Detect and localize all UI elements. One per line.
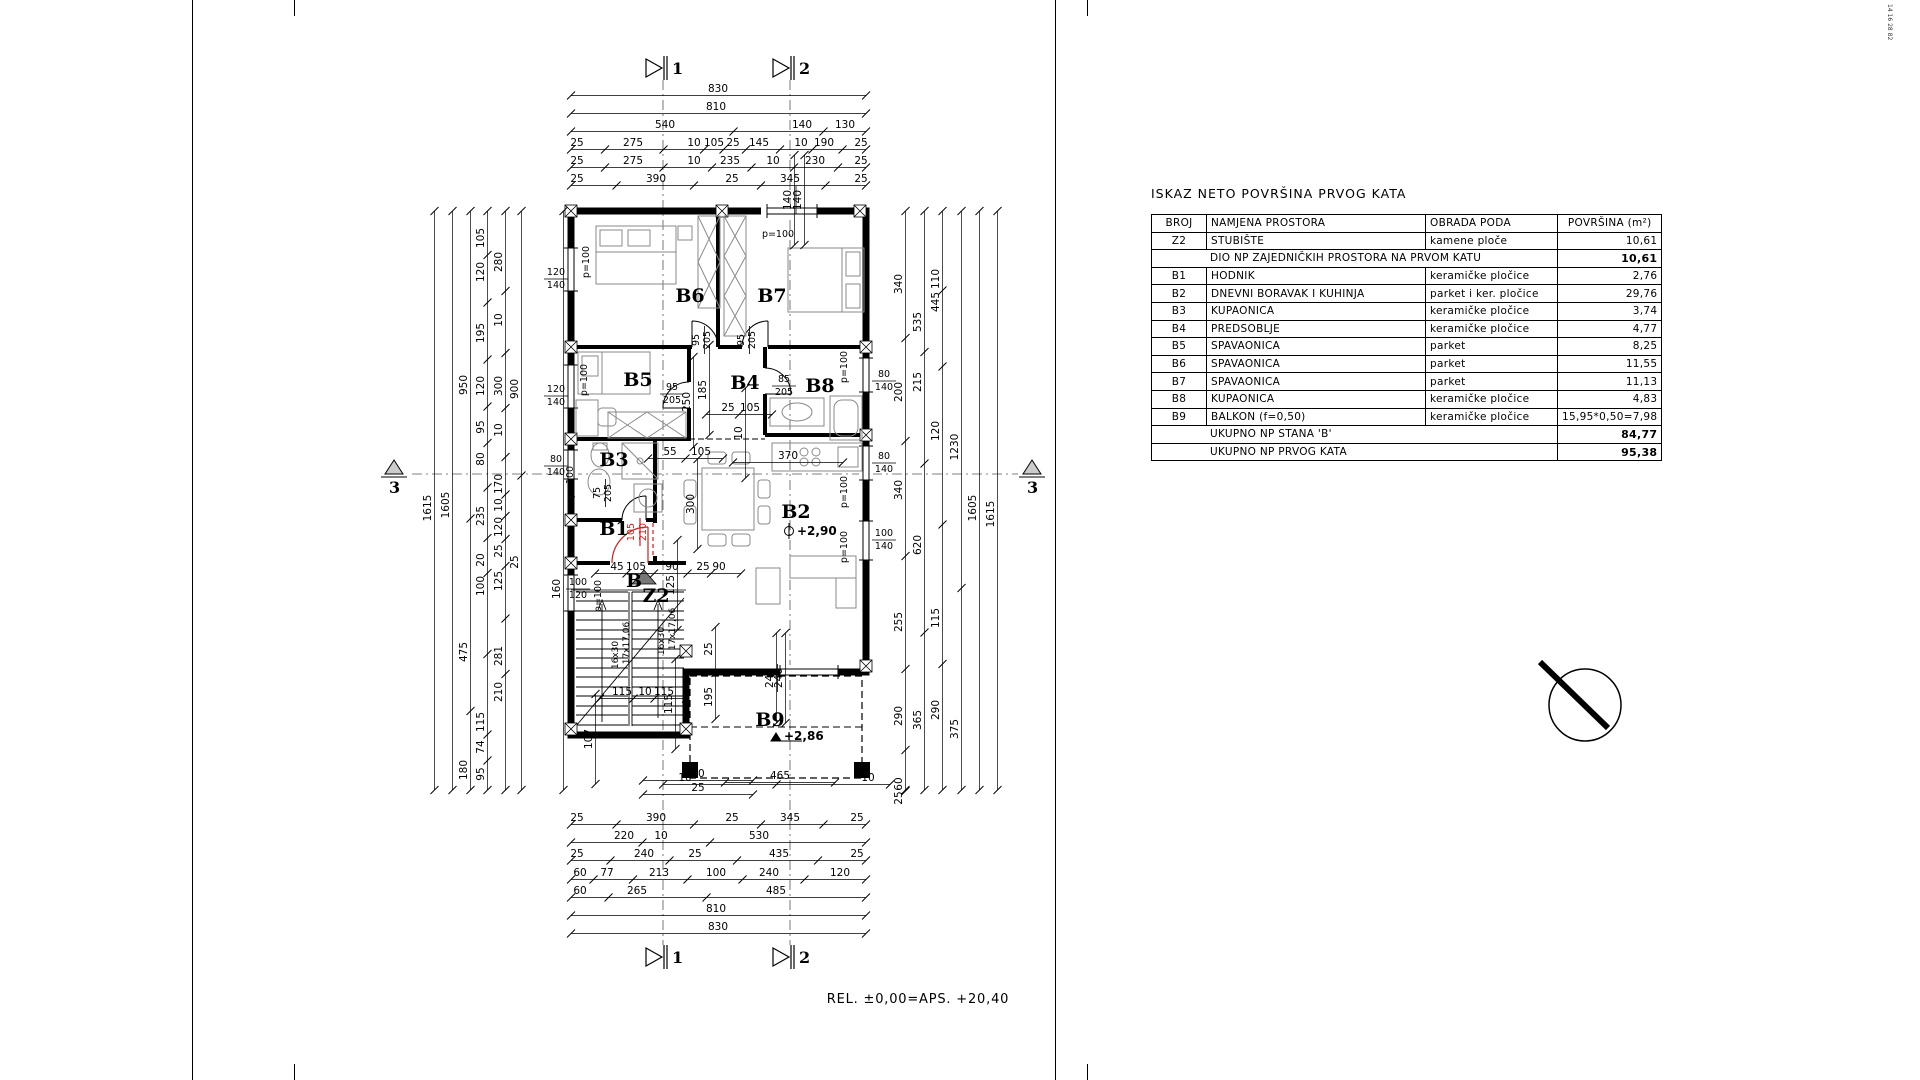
- table-cell-namjena: HODNIK: [1207, 267, 1426, 285]
- table-row: [1152, 285, 1662, 303]
- table-cell-obrada: keramičke pločice: [1426, 320, 1558, 338]
- dimension-label: 105: [625, 561, 647, 573]
- table-cell-broj: B9: [1152, 408, 1207, 426]
- room-label: B6: [675, 285, 705, 307]
- dimension-label: 60: [691, 768, 705, 780]
- dimension-label: 25: [854, 137, 868, 149]
- dimension-label: 265: [626, 885, 648, 897]
- dimension-label: 535: [912, 311, 924, 333]
- dimension-label: 100: [475, 575, 487, 597]
- table-title: ISKAZ NETO POVRŠINA PRVOG KATA: [1151, 186, 1407, 201]
- table-cell-obrada: keramičke pločice: [1426, 267, 1558, 285]
- dimension-label: 20: [475, 553, 487, 567]
- dimension-label: 10: [687, 155, 701, 167]
- parapet-note: p=100: [593, 579, 604, 613]
- room-label: B7: [757, 285, 787, 307]
- dimension-label: 290: [893, 705, 905, 727]
- svg-text:1: 1: [672, 948, 684, 967]
- table-cell-obrada: keramičke pločice: [1426, 408, 1558, 426]
- dimension-label: 240: [773, 667, 785, 689]
- table-cell-broj: B5: [1152, 338, 1207, 356]
- dimension-label: 125: [665, 574, 677, 596]
- dimension-label: 115: [611, 686, 633, 698]
- table-cell-broj: B2: [1152, 285, 1207, 303]
- dimension-label: 275: [622, 137, 644, 149]
- dimension-label: 370: [777, 450, 799, 462]
- table-cell-namjena: DNEVNI BORAVAK I KUHINJA: [1207, 285, 1426, 303]
- col-obrada: OBRADA PODA: [1426, 215, 1558, 233]
- dimension-label: 55: [663, 446, 677, 458]
- dimension-label: 530: [748, 830, 770, 842]
- table-cell-namjena: KUPAONICA: [1207, 302, 1426, 320]
- dimension-label: 540: [654, 119, 676, 131]
- red-dimension: 105: [626, 522, 637, 542]
- dimension-label: 365: [912, 709, 924, 731]
- dimension-label: 25: [570, 848, 584, 860]
- dimension-label: 115: [930, 607, 942, 629]
- svg-text:2: 2: [799, 948, 811, 967]
- dimension-label: 74: [475, 740, 487, 754]
- parapet-note: p=100: [581, 245, 592, 279]
- door-size-label: 205: [702, 330, 713, 350]
- table-cell-obrada: kamene ploče: [1426, 232, 1558, 250]
- dimension-label: 235: [475, 505, 487, 527]
- table-row: [1152, 408, 1662, 426]
- room-label: B3: [599, 449, 629, 471]
- section-marker-2-bottom: [773, 945, 810, 969]
- table-row: [1152, 390, 1662, 408]
- dimension-label: 25: [726, 137, 740, 149]
- corner-note-line2: 28 82: [1886, 23, 1893, 41]
- window-size-label: 205: [774, 387, 794, 398]
- dimension-label: 90: [712, 561, 726, 573]
- dimension-label: 280: [493, 251, 505, 273]
- stair-label: 17x17,06: [668, 607, 678, 651]
- dimension-label: 140: [782, 189, 794, 211]
- window-size-label: 140: [546, 467, 566, 478]
- table-cell-obrada: parket: [1426, 338, 1558, 356]
- table-row: [1152, 373, 1662, 391]
- corner-note: [1886, 4, 1893, 40]
- room-label: B5: [623, 369, 653, 391]
- table-cell-namjena: UKUPNO NP STANA 'B': [1152, 426, 1558, 444]
- dimension-label: 390: [645, 173, 667, 185]
- col-povrsina: POVRŠINA (m²): [1558, 215, 1662, 233]
- dimension-label: 290: [930, 699, 942, 721]
- window-size-label: 95: [665, 382, 679, 393]
- table-cell-namjena: PREDSOBLJE: [1207, 320, 1426, 338]
- dimension-label: 475: [458, 641, 470, 663]
- table-cell-povrsina: 84,77: [1558, 426, 1662, 444]
- table-cell-namjena: KUPAONICA: [1207, 390, 1426, 408]
- area-table: [1151, 214, 1662, 461]
- dimension-label: 140: [791, 119, 813, 131]
- section-marker-1-top: [646, 56, 683, 80]
- parapet-note: p=100: [761, 229, 795, 240]
- dimension-label: 1605: [967, 494, 979, 522]
- parapet-note: p=100: [839, 475, 850, 509]
- dimension-label: 125: [493, 570, 505, 592]
- window-size-label: 100: [568, 577, 588, 588]
- table-row: [1152, 302, 1662, 320]
- table-row: [1152, 426, 1662, 444]
- dimension-label: 950: [458, 374, 470, 396]
- dimension-label: 25: [570, 812, 584, 824]
- dimension-label: 25: [691, 782, 705, 794]
- dimension-label: 340: [893, 273, 905, 295]
- dimension-label: 10: [493, 313, 505, 327]
- window-size-label: 140: [546, 397, 566, 408]
- dimension-label: 60: [573, 867, 587, 879]
- dimension-label: 10: [733, 426, 745, 440]
- dimension-label: 340: [893, 479, 905, 501]
- dimension-label: 240: [758, 867, 780, 879]
- parapet-note: p=100: [579, 363, 590, 397]
- dimension-label: 145: [748, 137, 770, 149]
- dimension-label: 115: [475, 711, 487, 733]
- table-row: [1152, 443, 1662, 461]
- dimension-label: 345: [779, 173, 801, 185]
- table-cell-povrsina: 15,95*0,50=7,98: [1558, 408, 1662, 426]
- table-row: [1152, 355, 1662, 373]
- table-header-row: [1152, 215, 1662, 233]
- table-cell-broj: B8: [1152, 390, 1207, 408]
- table-cell-povrsina: 11,13: [1558, 373, 1662, 391]
- dimension-label: 25: [509, 555, 521, 569]
- dimension-label: 240: [764, 667, 776, 689]
- table-cell-povrsina: 4,77: [1558, 320, 1662, 338]
- table-row: [1152, 267, 1662, 285]
- dimension-label: 485: [765, 885, 787, 897]
- dimension-label: 250: [681, 391, 693, 413]
- table-cell-namjena: UKUPNO NP PRVOG KATA: [1152, 443, 1558, 461]
- level-label: +2,86: [784, 729, 824, 743]
- dimension-label: 25: [703, 642, 715, 656]
- table-cell-povrsina: 8,25: [1558, 338, 1662, 356]
- table-cell-povrsina: 10,61: [1558, 250, 1662, 268]
- dimension-label: 45: [610, 561, 624, 573]
- table-row: [1152, 250, 1662, 268]
- col-broj: BROJ: [1152, 215, 1207, 233]
- dimension-label: 300: [685, 493, 697, 515]
- section-marker-1-bottom: [646, 945, 683, 969]
- dimension-label: 120: [930, 420, 942, 442]
- table-cell-povrsina: 29,76: [1558, 285, 1662, 303]
- table-cell-namjena: DIO NP ZAJEDNIČKIH PROSTORA NA PRVOM KATU: [1152, 250, 1558, 268]
- room-label: B1: [599, 518, 629, 540]
- window-size-label: 80: [549, 454, 563, 465]
- dimension-label: 830: [707, 921, 729, 933]
- table-cell-broj: Z2: [1152, 232, 1207, 250]
- window-size-label: 140: [874, 382, 894, 393]
- dimension-label: 215: [912, 371, 924, 393]
- red-dimension: 210: [638, 522, 649, 542]
- table-cell-broj: B4: [1152, 320, 1207, 338]
- dimension-label: 1615: [422, 494, 434, 522]
- level-label: +2,90: [797, 524, 837, 538]
- parapet-note: p=100: [565, 465, 576, 499]
- table-cell-broj: B3: [1152, 302, 1207, 320]
- dimension-label: 105: [690, 446, 712, 458]
- room-label: B4: [730, 372, 760, 394]
- dimension-label: 25: [854, 173, 868, 185]
- parapet-note: p=100: [839, 530, 850, 564]
- dimension-label: 25: [688, 848, 702, 860]
- furniture: [576, 216, 864, 608]
- dimension-label: 390: [645, 812, 667, 824]
- dimension-label: 200: [893, 381, 905, 403]
- dimension-label: 10: [766, 155, 780, 167]
- dimension-label: 95: [475, 420, 487, 434]
- corner-note-line1: 14 16: [1886, 4, 1893, 22]
- room-label: B: [625, 570, 643, 592]
- dimension-label: 1230: [949, 433, 961, 461]
- dimension-label: 345: [779, 812, 801, 824]
- window-size-label: 85: [777, 374, 791, 385]
- table-cell-povrsina: 11,55: [1558, 355, 1662, 373]
- dimension-label: 255: [893, 611, 905, 633]
- level-reference-note: REL. ±0,00=APS. +20,40: [826, 992, 1010, 1007]
- dimension-label: 810: [705, 903, 727, 915]
- table-row: [1152, 320, 1662, 338]
- dimension-label: 25: [570, 155, 584, 167]
- dimension-label: 435: [768, 848, 790, 860]
- dimension-label: 210: [493, 681, 505, 703]
- table-cell-povrsina: 2,76: [1558, 267, 1662, 285]
- dimension-label: 105: [703, 137, 725, 149]
- dimension-label: 1615: [985, 500, 997, 528]
- dimension-label: 170: [493, 473, 505, 495]
- dimension-label: 240: [633, 848, 655, 860]
- dimension-label: 195: [703, 686, 715, 708]
- table-cell-povrsina: 95,38: [1558, 443, 1662, 461]
- dimension-label: 120: [493, 516, 505, 538]
- dimension-label: 25: [725, 173, 739, 185]
- dimension-label: 1605: [440, 491, 452, 519]
- dimension-label: 10: [493, 498, 505, 512]
- orientation-symbol: [1540, 662, 1621, 741]
- door-size-label: 95: [736, 333, 747, 347]
- dimension-label: 180: [458, 759, 470, 781]
- table-cell-broj: B1: [1152, 267, 1207, 285]
- dimension-label: 25: [850, 812, 864, 824]
- dimension-label: 25: [696, 561, 710, 573]
- table-cell-obrada: parket: [1426, 355, 1558, 373]
- dimension-label: 465: [769, 770, 791, 782]
- door-size-label: 205: [603, 483, 614, 503]
- svg-text:1: 1: [672, 59, 684, 78]
- dimension-label: 213: [648, 867, 670, 879]
- room-label: Z2: [642, 585, 670, 607]
- table-cell-obrada: keramičke pločice: [1426, 302, 1558, 320]
- dimension-label: 300: [493, 375, 505, 397]
- table-row: [1152, 338, 1662, 356]
- dimension-label: 190: [813, 137, 835, 149]
- svg-text:2: 2: [799, 59, 811, 78]
- dimension-label: 900: [509, 378, 521, 400]
- table-cell-povrsina: 4,83: [1558, 390, 1662, 408]
- door-size-label: 205: [747, 330, 758, 350]
- window-size-label: 120: [568, 590, 588, 601]
- dimension-label: 25: [854, 155, 868, 167]
- parapet-note: p=100: [839, 350, 850, 384]
- dimension-label: 107: [583, 728, 595, 750]
- door-size-label: 75: [592, 486, 603, 500]
- dimension-label: 10: [861, 772, 875, 784]
- table-cell-namjena: SPAVAONICA: [1207, 355, 1426, 373]
- dimension-label: 10: [687, 137, 701, 149]
- dimension-label: 105: [739, 402, 761, 414]
- table-row: [1152, 232, 1662, 250]
- dimension-label: 375: [949, 718, 961, 740]
- table-cell-broj: B6: [1152, 355, 1207, 373]
- window-size-label: 205: [662, 395, 682, 406]
- table-cell-namjena: STUBIŠTE: [1207, 232, 1426, 250]
- dimension-label: 140: [792, 189, 804, 211]
- svg-text:3: 3: [1027, 478, 1039, 497]
- window-size-label: 100: [874, 528, 894, 539]
- dimension-label: 810: [705, 101, 727, 113]
- dimension-label: 620: [912, 534, 924, 556]
- table-cell-povrsina: 10,61: [1558, 232, 1662, 250]
- dimension-label: 10: [794, 137, 808, 149]
- window-size-label: 80: [877, 369, 891, 380]
- dimension-label: 110: [930, 268, 942, 290]
- dimension-label: 275: [622, 155, 644, 167]
- dimension-label: 10: [678, 772, 692, 784]
- dimension-label: 25: [850, 848, 864, 860]
- table-cell-namjena: SPAVAONICA: [1207, 373, 1426, 391]
- room-label: B8: [805, 375, 835, 397]
- stair-label: 16x30: [657, 626, 667, 656]
- col-namjena: NAMJENA PROSTORA: [1207, 215, 1426, 233]
- table-cell-obrada: parket i ker. pločice: [1426, 285, 1558, 303]
- dimension-label: 25: [893, 791, 905, 805]
- dimension-label: 10: [493, 423, 505, 437]
- dimension-label: 60: [573, 885, 587, 897]
- door-size-label: 95: [691, 333, 702, 347]
- dimension-label: 25: [570, 137, 584, 149]
- dimension-label: 100: [705, 867, 727, 879]
- stair-label: 16x30: [611, 640, 621, 670]
- table-cell-namjena: BALKON (f=0,50): [1207, 408, 1426, 426]
- dimension-label: 77: [600, 867, 614, 879]
- dimension-label: 105: [475, 227, 487, 249]
- dimension-label: 10: [638, 686, 652, 698]
- section-marker-3-right: [1019, 460, 1045, 497]
- stair-label: 17x17,06: [622, 621, 632, 665]
- dimension-label: 220: [613, 830, 635, 842]
- dimension-label: 25: [721, 402, 735, 414]
- table-cell-broj: B7: [1152, 373, 1207, 391]
- dimension-label: 60: [893, 777, 905, 791]
- dimension-label: 130: [834, 119, 856, 131]
- dimension-label: 120: [829, 867, 851, 879]
- dimension-label: 115: [663, 693, 675, 715]
- dimension-label: 115: [653, 686, 675, 698]
- dimension-label: 120: [475, 261, 487, 283]
- table-cell-povrsina: 3,74: [1558, 302, 1662, 320]
- dimension-label: 25: [493, 544, 505, 558]
- window-size-label: 140: [874, 541, 894, 552]
- window-size-label: 120: [546, 384, 566, 395]
- section-marker-2-top: [773, 56, 810, 80]
- window-size-label: 80: [877, 451, 891, 462]
- dimension-label: 95: [475, 767, 487, 781]
- svg-text:3: 3: [389, 478, 401, 497]
- room-label: B2: [781, 501, 811, 523]
- window-size-label: 140: [546, 280, 566, 291]
- table-cell-namjena: SPAVAONICA: [1207, 338, 1426, 356]
- table-cell-obrada: parket: [1426, 373, 1558, 391]
- dimension-label: 25: [725, 812, 739, 824]
- section-marker-3-left: [381, 460, 407, 497]
- window-size-label: 140: [874, 464, 894, 475]
- dimension-label: 185: [697, 379, 709, 401]
- room-label: B9: [755, 709, 785, 731]
- dimension-label: 235: [719, 155, 741, 167]
- dimension-label: 10: [654, 830, 668, 842]
- dimension-label: 25: [570, 173, 584, 185]
- table-cell-obrada: keramičke pločice: [1426, 390, 1558, 408]
- dimension-label: 80: [475, 452, 487, 466]
- dimension-label: 195: [475, 322, 487, 344]
- window-size-label: 120: [546, 267, 566, 278]
- dimension-label: 160: [551, 578, 563, 600]
- dimension-label: 830: [707, 83, 729, 95]
- dimension-label: 90: [665, 561, 679, 573]
- dimension-label: 445: [930, 291, 942, 313]
- dimension-label: 281: [493, 645, 505, 667]
- dimension-label: 120: [475, 375, 487, 397]
- dimension-label: 230: [804, 155, 826, 167]
